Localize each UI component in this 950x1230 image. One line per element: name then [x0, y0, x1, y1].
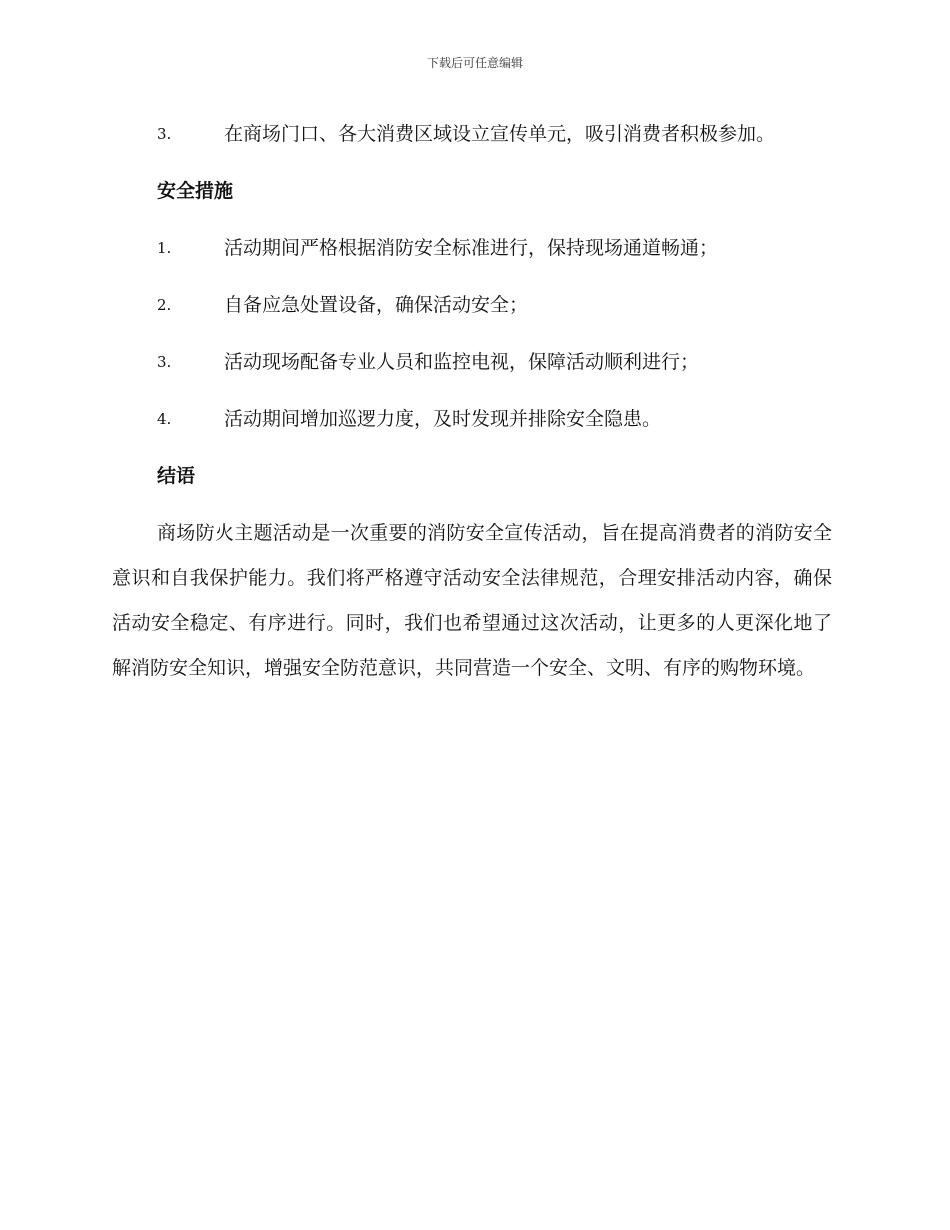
list-text: 活动现场配备专业人员和监控电视，保障活动顺利进行； — [224, 351, 700, 373]
list-item-intro-3 — [112, 112, 832, 157]
list-item-safety-1 — [112, 226, 832, 271]
list-number: 1. — [157, 239, 172, 257]
list-number: 3. — [157, 353, 172, 371]
list-number: 4. — [157, 410, 172, 428]
list-text: 自备应急处置设备，确保活动安全； — [224, 294, 529, 316]
conclusion-paragraph: 商场防火主题活动是一次重要的消防安全宣传活动，旨在提高消费者的消防安全意识和自我保护能力。我们将严格遵守活动安全法律规范，合理安排活动内容，确保活动安全稳定、有序进行。同时，我们也希望通过这次活动，让更多的人更深化地了解消防安全知识，增强安全防范意识，共同营造一个安全、文明、有序的购物环境。 — [112, 522, 832, 679]
list-text: 活动期间增加巡逻力度，及时发现并排除安全隐患。 — [224, 408, 662, 430]
document-body — [112, 112, 832, 691]
list-item-safety-3 — [112, 340, 832, 385]
section-heading-safety: 安全措施 — [157, 180, 234, 202]
list-number: 3. — [157, 125, 172, 143]
page-header: 下载后可任意编辑 — [426, 56, 523, 70]
list-item-safety-4 — [112, 397, 832, 442]
list-text: 在商场门口、各大消费区域设立宣传单元，吸引消费者积极参加。 — [224, 123, 776, 145]
list-number: 2. — [157, 296, 172, 314]
list-text: 活动期间严格根据消防安全标准进行，保持现场通道畅通； — [224, 237, 719, 259]
list-item-safety-2 — [112, 283, 832, 328]
section-heading-conclusion: 结语 — [157, 465, 196, 487]
